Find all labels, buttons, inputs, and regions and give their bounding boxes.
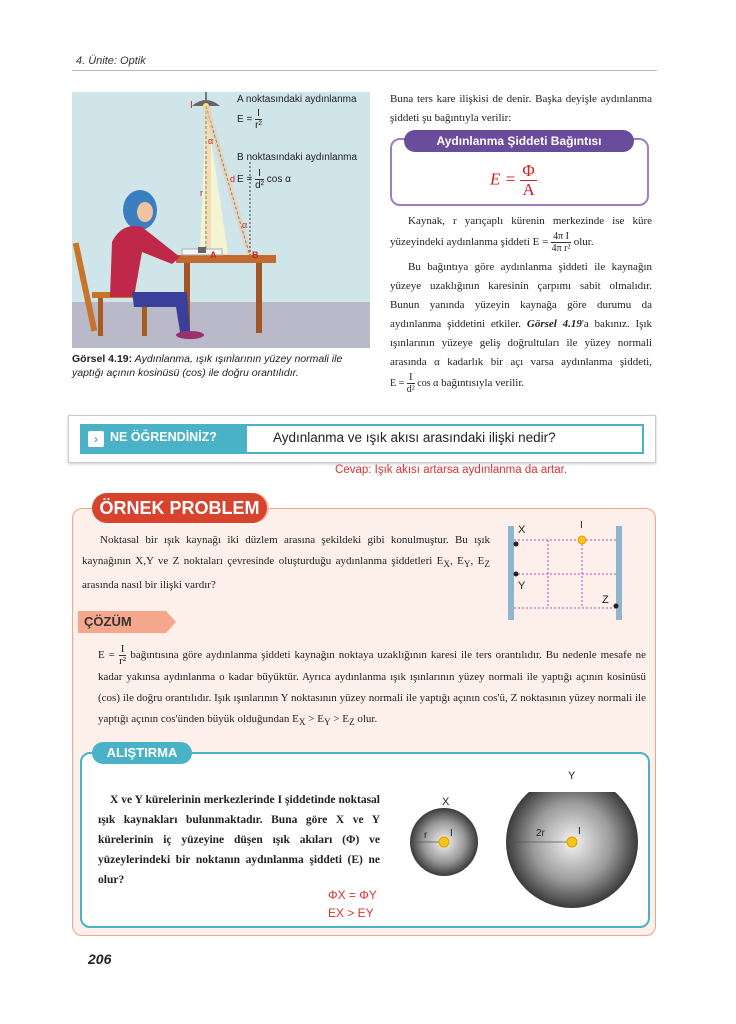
alistirma-answer-illuminance: EX > EY — [328, 906, 374, 920]
p3-figure-ref: Görsel 4.19 — [526, 318, 582, 330]
figure-illustration — [72, 92, 370, 348]
sub-x: X — [443, 559, 451, 570]
cozum-formula-den: r² — [119, 655, 127, 667]
p2-frac-num: 4π I — [553, 231, 569, 242]
label-r: r — [200, 188, 203, 198]
right-paragraph-1: Buna ters kare ilişkisi de denir. Başka deyişle aydınlanma şiddeti şu bağıntıyla verilir: — [390, 93, 652, 124]
formula-a-den: r² — [255, 120, 262, 131]
label-alpha-top: α — [208, 136, 214, 146]
p3-text-b: 'a bakınız. Işık ışınlarının yüzeye geliş doğrultuları ile yüzey normali arasında α kadarlık bir açı varsa aydınlanma şiddeti, — [390, 318, 652, 368]
right-paragraph-3 — [390, 258, 652, 395]
ornek-text-end: arasında nasıl bir ilişki vardır? — [82, 579, 216, 592]
formula-b-den: d² — [255, 180, 264, 191]
ornek-problem-text — [82, 530, 490, 596]
sphere-x-source: I — [450, 828, 453, 839]
label-d: d — [230, 174, 236, 184]
formula-a-num: I — [257, 108, 260, 119]
cozum-gt-2: > E — [330, 713, 349, 725]
box-formula-den: A — [522, 180, 535, 199]
alistirma-title: ALIŞTIRMA — [92, 742, 192, 764]
header-divider — [72, 70, 657, 71]
ornek-diagram — [504, 520, 629, 622]
cozum-sub-z: Z — [349, 717, 355, 728]
formula-box-title: Aydınlanma Şiddeti Bağıntısı — [404, 130, 634, 152]
label-B: B — [252, 250, 259, 260]
cozum-formula-num: I — [120, 643, 125, 655]
cozum-label: ÇÖZÜM — [78, 611, 166, 633]
figure-caption — [72, 352, 372, 380]
p2-end: olur. — [573, 236, 594, 249]
sphere-x-radius: r — [424, 830, 428, 841]
ornek-problem-title: ÖRNEK PROBLEM — [92, 493, 267, 523]
sphere-y-radius: 2r — [536, 828, 545, 839]
cozum-gt-1: > E — [305, 713, 324, 725]
box-formula-num: Φ — [522, 161, 535, 180]
alistirma-text: X ve Y kürelerinin merkezlerinde I şiddetinde noktasal ışık kaynakları bulunmaktadır. Buna göre X ve Y kürelerinin iç yüzeyine düşen ışık akıları (Φ) ve yüzeylerindeki bir noktanın aydınlanma şiddeti (E) ne olur? — [98, 794, 380, 886]
sphere-x-label: X — [442, 796, 450, 808]
cozum-text — [98, 644, 646, 733]
p3-formula-lhs: E = — [390, 377, 405, 389]
diagram-Z: Z — [602, 594, 609, 606]
illustration-svg — [72, 92, 370, 348]
chevron-right-icon: › — [88, 431, 104, 447]
cozum-arrow — [166, 611, 176, 633]
sub-y: Y — [463, 559, 471, 570]
diagram-X: X — [518, 524, 526, 536]
ornek-text-main: Noktasal bir ışık kaynağı iki düzlem arasına şekildeki gibi konulmuştur. Bu ışık kaynağının X,Y ve Z noktaları çevresinde oluşturduğu aydınlanma şiddetleri E — [82, 534, 490, 567]
caption-label: Görsel 4.19: — [72, 353, 133, 365]
formula-b — [237, 168, 291, 191]
sphere-y-source: I — [578, 826, 581, 837]
formula-b-num: I — [255, 168, 264, 180]
formula-b-tail: cos α — [266, 174, 291, 186]
p3-formula-den: d² — [406, 384, 415, 395]
ne-ogrendiniz-answer: Cevap: Işık akısı artarsa aydınlanma da artar. — [335, 464, 568, 476]
box-formula-lhs: E = — [490, 169, 517, 189]
label-I: I — [190, 100, 193, 111]
diagram-Y: Y — [518, 580, 526, 592]
label-A: A — [210, 250, 217, 260]
ne-ogrendiniz-question: Aydınlanma ve ışık akısı arasındaki ilişki nedir? — [273, 430, 556, 445]
p2-frac-den: 4π r² — [551, 243, 571, 254]
label-b-text: B noktasındaki aydınlanma — [237, 152, 358, 163]
label-alpha-bottom: α — [242, 220, 248, 230]
label-a-text: A noktasındaki aydınlanma — [237, 94, 357, 105]
p3-text: Bu bağıntıya göre aydınlanma şiddeti ile kaynağın yüzeye uzaklığının karesinin çarpımı sabit olmalıdır. Bunun yanında yüzeyin kaynağa göre durumu da aydınlanma şiddetini etkiler. — [390, 261, 652, 330]
formula-a-lhs: E = — [237, 114, 253, 126]
cozum-sub-x: X — [298, 717, 306, 728]
spheres-diagram — [400, 770, 640, 912]
right-paragraph-2 — [390, 212, 652, 254]
p3-end: bağıntısıyla verilir. — [441, 376, 525, 389]
formula-b-lhs: E = — [237, 174, 253, 186]
p3-formula-num: I — [407, 372, 415, 384]
page-number: 206 — [88, 951, 112, 967]
alistirma-answer-flux: ΦX = ΦY — [328, 888, 377, 902]
unit-header: 4. Ünite: Optik — [76, 55, 146, 67]
sub-z: Z — [484, 559, 490, 570]
p3-formula — [390, 372, 438, 395]
cozum-end: olur. — [354, 713, 378, 725]
sep-2: , E — [470, 555, 485, 567]
sep-1: , E — [450, 555, 464, 567]
sphere-y-label: Y — [568, 770, 576, 782]
cozum-sub-y: Y — [323, 717, 331, 728]
caption-text: Aydınlanma, ışık ışınlarının yüzey normali ile yaptığı açının kosinüsü (cos) ile doğru orantılıdır. — [72, 353, 343, 379]
p3-formula-tail: cos α — [417, 377, 439, 389]
cozum-line: bağıntısına göre aydınlanma şiddeti kaynağın noktaya uzaklığının karesi ile ters orantılıdır. Bu nedenle mesafe ne kadar yakınsa aydınlanma o kadar büyüktür. Ayrıca aydınlanma ışık ışınlarının yüzey normali ile yaptığı açının kosinüsü (cos) ile doğru orantılıdır. Işık ışınlarının Y noktasının yüzey normali ile yaptığı açının cos'ü, Z noktasının yüzey normali ile yaptığı açının cos'ünden büyük olduğundan E — [98, 649, 647, 725]
formula-a — [237, 108, 262, 131]
cozum-formula — [98, 643, 130, 667]
box-formula — [490, 162, 537, 199]
cozum-formula-lhs: E = — [98, 649, 115, 662]
ne-ogrendiniz-label: NE ÖĞRENDİNİZ? — [110, 430, 217, 444]
p2-text: Kaynak, r yarıçaplı kürenin merkezinde ise küre yüzeyindeki aydınlanma şiddeti E = — [390, 215, 652, 249]
diagram-I: I — [580, 520, 583, 531]
